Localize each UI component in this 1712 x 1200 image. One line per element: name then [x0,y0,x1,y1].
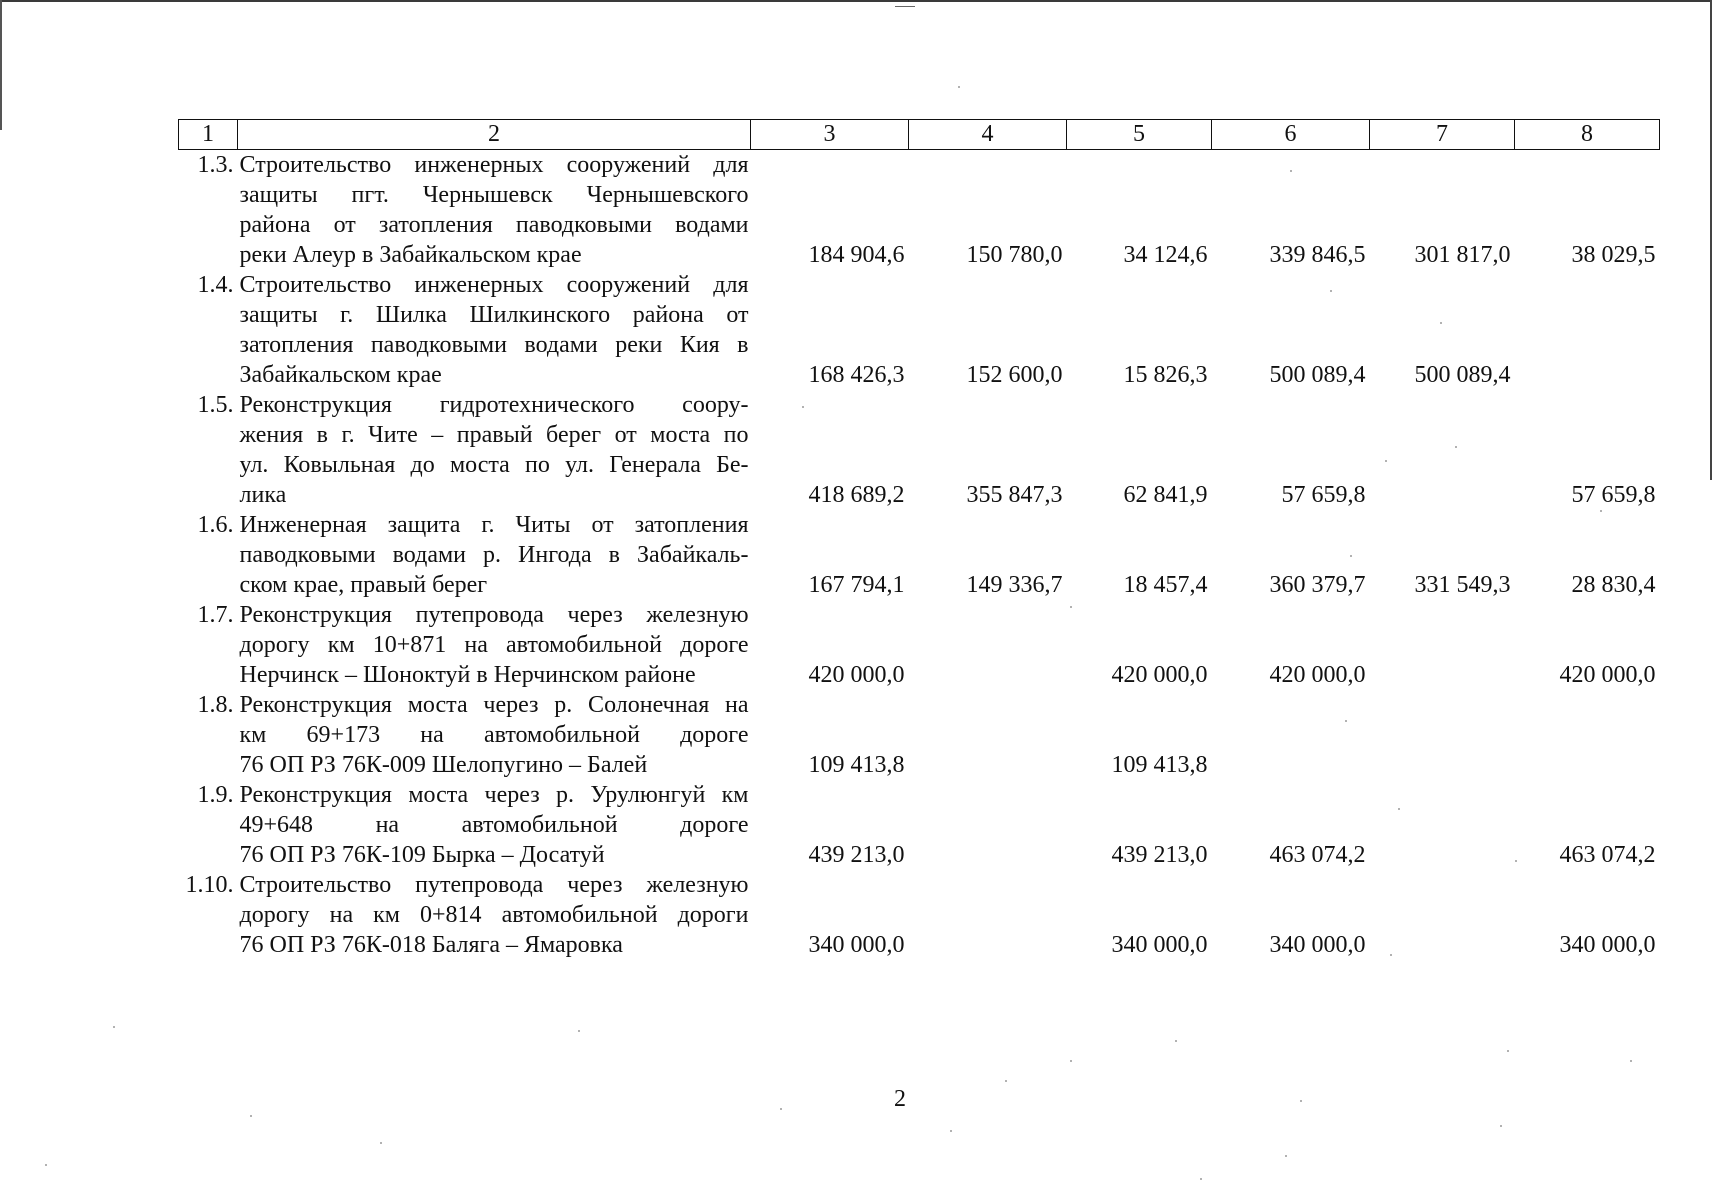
project-name-line: км 69+173 на автомобильной дороге [239,722,749,748]
table-row [179,390,1660,510]
scan-speck [950,1130,952,1132]
column-header-3: 3 [751,120,909,150]
project-name-line: Реконструкция моста через р. Солонечная на [239,692,749,718]
value-col-4 [909,600,1067,690]
value-col-4: 149 336,7 [966,572,1063,598]
value-col-7 [1370,390,1515,510]
row-number: 1.8. [197,692,234,718]
value-col-5: 18 457,4 [1123,572,1208,598]
table-row [179,270,1660,390]
scan-speck [380,1142,382,1144]
value-col-6: 360 379,7 [1269,572,1366,598]
scan-speck [1330,290,1332,292]
value-col-5: 420 000,0 [1111,662,1208,688]
value-col-4 [909,690,1067,780]
scan-mark [895,6,915,7]
column-header-2: 2 [238,120,751,150]
project-name-line: Реконструкция гидротехнического соору- [239,392,749,418]
table-row [179,600,1660,690]
project-name-line: района от затопления паводковыми водами [239,212,749,238]
row-number: 1.6. [197,512,234,538]
budget-table [178,119,1660,960]
column-header-4: 4 [909,120,1067,150]
value-col-5: 340 000,0 [1111,932,1208,958]
project-name [238,150,751,271]
column-header-5: 5 [1067,120,1212,150]
value-col-4: 355 847,3 [966,482,1063,508]
value-col-4: 150 780,0 [966,242,1063,268]
project-name-line: жения в г. Чите – правый берег от моста по [239,422,749,448]
scan-speck [1285,1155,1287,1157]
project-name-line: дорогу км 10+871 на автомобильной дороге [239,632,749,658]
value-col-5: 34 124,6 [1123,242,1208,268]
project-name-line: 76 ОП РЗ 76К-018 Баляга – Ямаровка [239,932,623,958]
scan-speck [1385,460,1387,462]
scan-speck [113,1026,115,1028]
scan-speck [1005,1080,1007,1082]
column-header-7: 7 [1370,120,1515,150]
scan-edge-top [0,0,1712,2]
project-name-line: затопления паводковыми водами реки Кия в [239,332,749,358]
table-body [179,150,1660,961]
value-col-7 [1370,870,1515,960]
project-name-line: реки Алеур в Забайкальском крае [239,242,582,268]
row-number: 1.9. [197,782,234,808]
project-name-line: ул. Ковыльная до моста по ул. Генерала Бе- [239,452,749,478]
table-row [179,510,1660,600]
project-name [238,510,751,600]
scan-speck [578,1030,580,1032]
value-col-6: 340 000,0 [1269,932,1366,958]
value-col-6: 420 000,0 [1269,662,1366,688]
value-col-4: 152 600,0 [966,362,1063,388]
project-name-line: Строительство инженерных сооружений для [239,272,749,298]
value-col-3: 439 213,0 [808,842,905,868]
value-col-8: 57 659,8 [1571,482,1656,508]
value-col-3: 420 000,0 [808,662,905,688]
project-name-line: Нерчинск – Шоноктуй в Нерчинском районе [239,662,696,688]
project-name-line: защиты пгт. Чернышевск Чернышевского [239,182,749,208]
table-row [179,690,1660,780]
value-col-8: 340 000,0 [1559,932,1656,958]
value-col-8: 420 000,0 [1559,662,1656,688]
value-col-3: 109 413,8 [808,752,905,778]
table-row [179,870,1660,960]
value-col-3: 340 000,0 [808,932,905,958]
page-number: 2 [894,1086,906,1112]
row-number: 1.10. [185,872,234,898]
scan-speck [802,406,804,408]
value-col-7: 500 089,4 [1414,362,1511,388]
value-col-7: 331 549,3 [1414,572,1511,598]
scan-edge-left [0,0,2,130]
column-header-8: 8 [1515,120,1660,150]
scan-speck [1175,1040,1177,1042]
row-number: 1.4. [197,272,234,298]
project-name-line: дорогу на км 0+814 автомобильной дороги [239,902,749,928]
value-col-5: 62 841,9 [1123,482,1208,508]
value-col-6: 463 074,2 [1269,842,1366,868]
project-name [238,390,751,510]
value-col-3: 168 426,3 [808,362,905,388]
scan-speck [1290,170,1292,172]
value-col-6: 57 659,8 [1281,482,1366,508]
project-name [238,270,751,390]
scan-speck [1300,1100,1302,1102]
column-header-6: 6 [1212,120,1370,150]
value-col-6: 339 846,5 [1269,242,1366,268]
row-number: 1.5. [197,392,234,418]
project-name-line: защиты г. Шилка Шилкинского района от [239,302,749,328]
scan-speck [780,1108,782,1110]
value-col-4 [909,870,1067,960]
project-name-line: лика [239,482,287,508]
value-col-7 [1370,780,1515,870]
project-name-line: Реконструкция путепровода через железную [239,602,749,628]
value-col-5: 109 413,8 [1111,752,1208,778]
project-name-line: 76 ОП РЗ 76К-109 Бырка – Досатуй [239,842,605,868]
scan-speck [1630,1060,1632,1062]
project-name-line: 49+648 на автомобильной дороге [239,812,749,838]
value-col-7: 301 817,0 [1414,242,1511,268]
value-col-8: 463 074,2 [1559,842,1656,868]
project-name [238,600,751,690]
column-header-1: 1 [179,120,238,150]
scan-speck [1600,510,1602,512]
project-name-line: ском крае, правый берег [239,572,488,598]
scan-speck [1500,1125,1502,1127]
scan-speck [1070,1060,1072,1062]
project-name-line: Реконструкция моста через р. Урулюнгуй км [239,782,749,808]
scan-speck [250,1115,252,1117]
project-name-line: 76 ОП РЗ 76К-009 Шелопугино – Балей [239,752,648,778]
value-col-4 [909,780,1067,870]
value-col-8: 38 029,5 [1571,242,1656,268]
value-col-5: 15 826,3 [1123,362,1208,388]
project-name-line: Строительство путепровода через железную [239,872,749,898]
value-col-3: 167 794,1 [808,572,905,598]
scan-speck [1350,555,1352,557]
scan-speck [1455,446,1457,448]
scan-speck [1345,720,1347,722]
project-name [238,870,751,960]
scan-speck [1440,322,1442,324]
value-col-5: 439 213,0 [1111,842,1208,868]
value-col-6 [1212,690,1370,780]
header-row [179,120,1660,150]
scan-speck [1200,1178,1202,1180]
project-name-line: Забайкальском крае [239,362,442,388]
project-name [238,780,751,870]
scan-speck [1398,808,1400,810]
row-number: 1.7. [197,602,234,628]
value-col-6: 500 089,4 [1269,362,1366,388]
table-header [179,120,1660,150]
value-col-7 [1370,600,1515,690]
value-col-8: 28 830,4 [1571,572,1656,598]
value-col-8 [1515,270,1660,390]
scan-speck [1390,954,1392,956]
scan-speck [1507,1050,1509,1052]
table-row [179,780,1660,870]
row-number: 1.3. [197,152,234,178]
project-name-line: паводковыми водами р. Ингода в Забайкаль- [239,542,749,568]
table-row [179,150,1660,271]
value-col-7 [1370,690,1515,780]
value-col-8 [1515,690,1660,780]
project-name-line: Строительство инженерных сооружений для [239,152,749,178]
value-col-3: 184 904,6 [808,242,905,268]
scan-speck [45,1164,47,1166]
scan-speck [1070,606,1072,608]
project-name [238,690,751,780]
project-name-line: Инженерная защита г. Читы от затопления [239,512,749,538]
scan-speck [1515,860,1517,862]
scan-speck [958,86,960,88]
value-col-3: 418 689,2 [808,482,905,508]
